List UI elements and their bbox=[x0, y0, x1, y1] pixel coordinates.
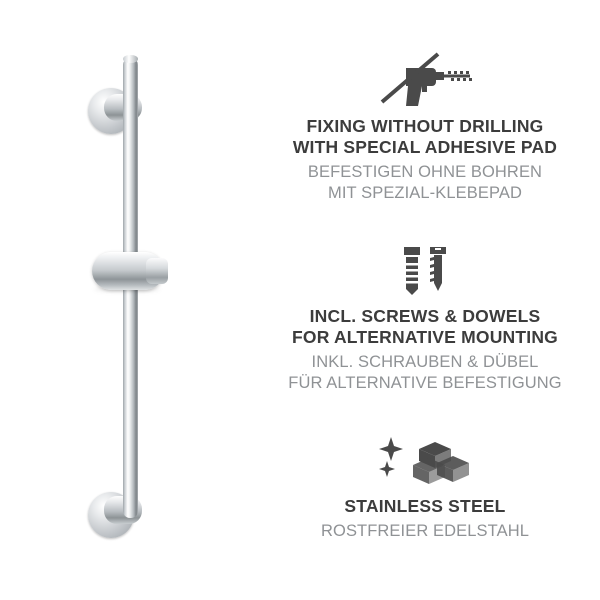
feature-title-line-2: FOR ALTERNATIVE MOUNTING bbox=[292, 327, 558, 347]
feature-subtitle-line-2: MIT SPEZIAL-KLEBEPAD bbox=[328, 184, 522, 202]
feature-title-line-2: WITH SPECIAL ADHESIVE PAD bbox=[292, 137, 558, 157]
feature-item-stainless bbox=[250, 428, 600, 542]
product-image bbox=[0, 0, 250, 600]
feature-subtitle-line-1: INKL. SCHRAUBEN & DÜBEL bbox=[311, 353, 539, 371]
feature-subtitle-line-2: FÜR ALTERNATIVE BEFESTIGUNG bbox=[288, 374, 562, 392]
feature-subtitle-line-1: ROSTFREIER EDELSTAHL bbox=[321, 522, 529, 540]
rail-top-cap bbox=[123, 55, 138, 63]
feature-title-line-1: STAINLESS STEEL bbox=[344, 496, 506, 516]
drill-no-drilling-icon bbox=[250, 48, 600, 110]
feature-subtitle-line-1: BEFESTIGEN OHNE BOHREN bbox=[307, 163, 543, 181]
feature-item-drilling bbox=[250, 48, 600, 204]
screws-dowels-icon bbox=[250, 238, 600, 300]
feature-item-screws bbox=[250, 238, 600, 394]
stainless-steel-icon bbox=[250, 428, 600, 490]
feature-title-line-1: FIXING WITHOUT DRILLING bbox=[306, 116, 544, 136]
feature-title-line-1: INCL. SCREWS & DOWELS bbox=[309, 306, 541, 326]
slider-adjust-knob bbox=[146, 258, 168, 284]
feature-list bbox=[250, 0, 600, 600]
